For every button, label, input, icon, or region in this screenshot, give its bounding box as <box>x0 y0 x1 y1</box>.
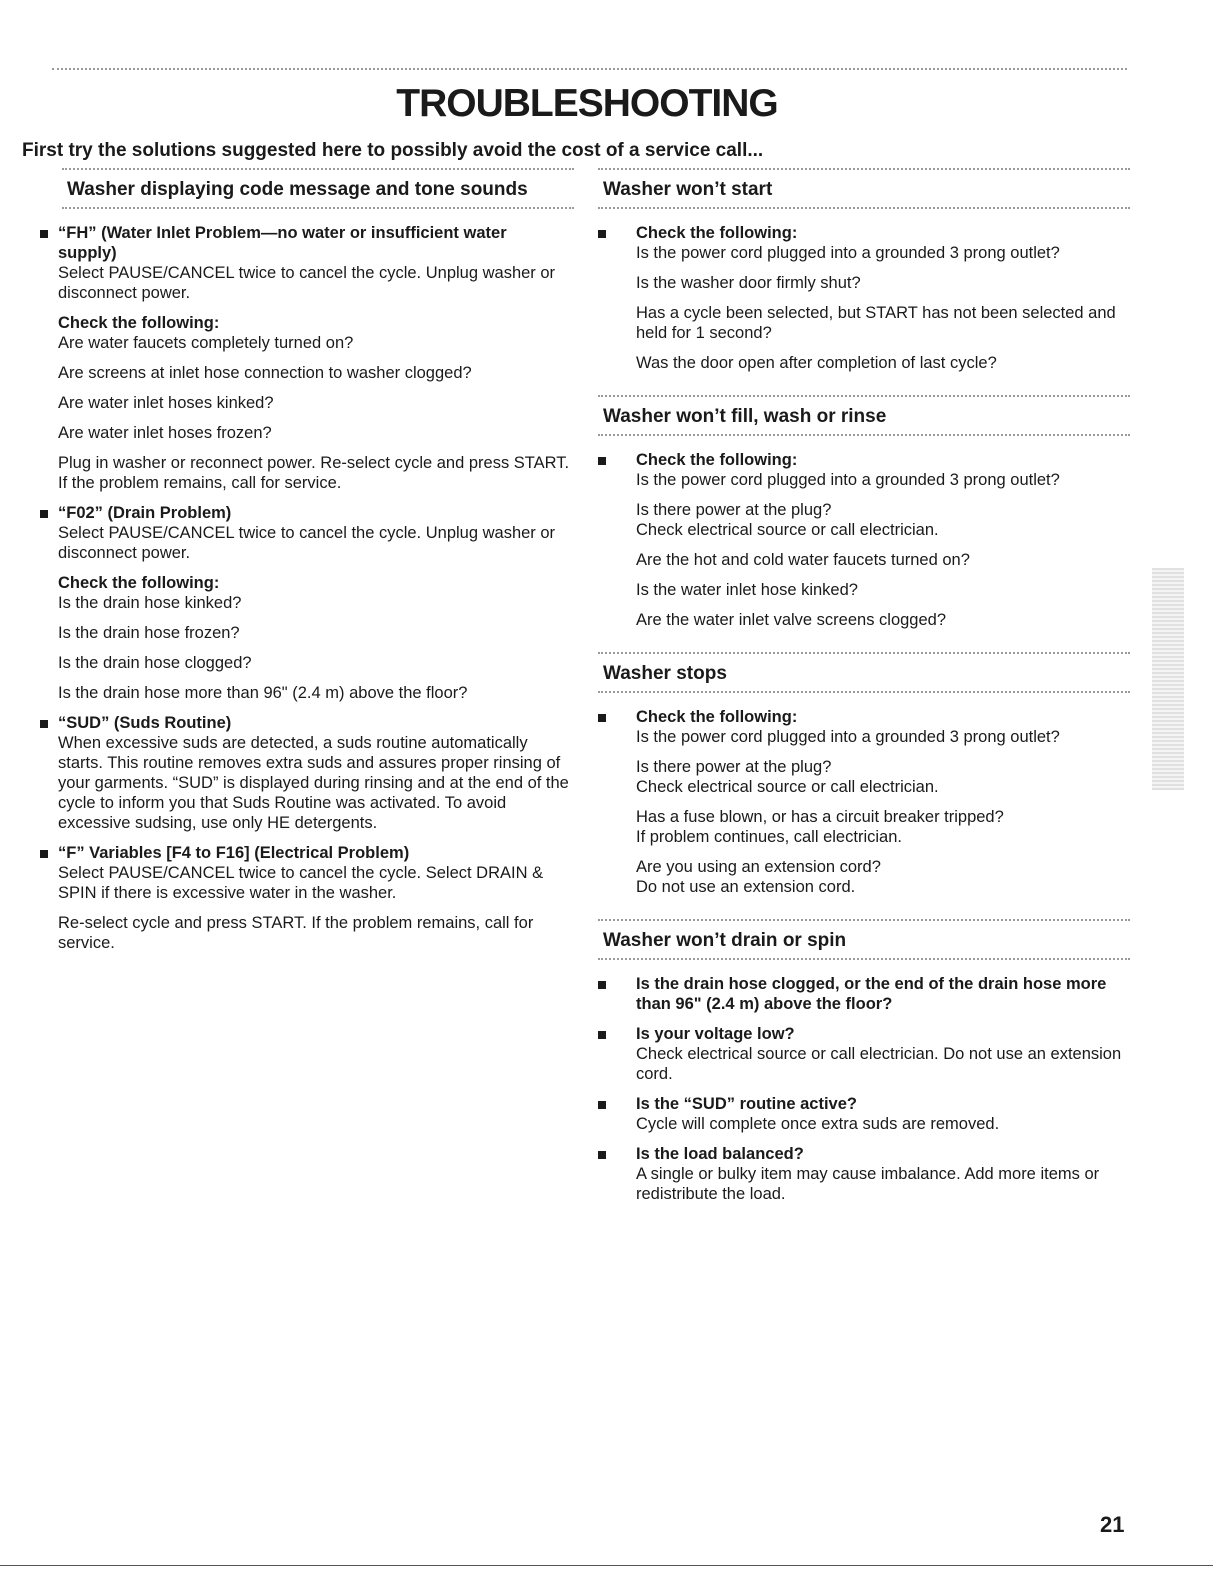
list-item <box>598 1144 1130 1204</box>
check-line: Is the power cord plugged into a grounded 3 prong outlet? <box>636 471 1060 489</box>
section-wont-drain <box>598 919 1130 1204</box>
bullet-icon <box>598 1151 606 1159</box>
item-description: Cycle will complete once extra suds are removed. <box>636 1115 1000 1133</box>
list-item-f02 <box>40 503 574 703</box>
section-wont-start <box>598 168 1130 373</box>
check-line: Are the hot and cold water faucets turned on? <box>636 551 970 569</box>
item-title: “FH” (Water Inlet Problem—no water or insufficient water <box>58 224 507 242</box>
section-heading: Washer won’t drain or spin <box>598 919 1130 960</box>
section-washer-stops <box>598 652 1130 897</box>
check-line: Has a fuse blown, or has a circuit breaker tripped? <box>636 808 1004 826</box>
check-heading: Check the following: <box>636 451 798 469</box>
list-item <box>598 1094 1130 1134</box>
check-heading: Check the following: <box>636 224 798 242</box>
list-item <box>598 1024 1130 1084</box>
item-description: Check electrical source or call electrician. Do not use an extension cord. <box>636 1045 1122 1083</box>
item-title: Is the load balanced? <box>636 1145 804 1163</box>
left-column <box>58 168 574 975</box>
section-heading: Washer displaying code message and tone sounds <box>62 168 574 209</box>
section-wont-fill <box>598 395 1130 630</box>
check-line: Are screens at inlet hose connection to washer clogged? <box>58 364 472 382</box>
page-subtitle: First try the solutions suggested here to possibly avoid the cost of a service call... <box>22 140 764 161</box>
list-item <box>598 450 1130 630</box>
section-heading: Washer won’t fill, wash or rinse <box>598 395 1130 436</box>
check-line: Are the water inlet valve screens clogged? <box>636 611 947 629</box>
bullet-icon <box>40 850 48 858</box>
language-side-tab <box>1152 568 1184 790</box>
list-item-fh <box>40 223 574 493</box>
list-item <box>598 707 1130 897</box>
check-line: Is the power cord plugged into a grounded 3 prong outlet? <box>636 244 1060 262</box>
bullet-icon <box>598 230 606 238</box>
item-title: Is your voltage low? <box>636 1025 795 1043</box>
item-title: “SUD” (Suds Routine) <box>58 714 232 732</box>
bullet-icon <box>598 457 606 465</box>
check-line: Is the washer door firmly shut? <box>636 274 861 292</box>
bullet-icon <box>40 720 48 728</box>
check-line: Are you using an extension cord? <box>636 858 881 876</box>
check-line: Are water inlet hoses frozen? <box>58 424 272 442</box>
bullet-icon <box>598 714 606 722</box>
item-conclusion: Re-select cycle and press START. If the problem remains, call for service. <box>58 914 534 952</box>
bullet-icon <box>598 981 606 989</box>
item-title: “F” Variables [F4 to F16] (Electrical Problem) <box>58 844 410 862</box>
item-description: When excessive suds are detected, a suds routine automatically starts. This routine removes extra suds and assures proper rinsing of your garments. “SUD” is displayed during rinsing and at the end of the cycle to inform you that Suds Routine was activated. To avoid excessive sudsing, use only HE detergents. <box>58 734 569 832</box>
check-heading: Check the following: <box>636 708 798 726</box>
check-heading: Check the following: <box>58 574 220 592</box>
item-title: Is the drain hose clogged, or the end of the drain hose more than 96" (2.4 m) above the floor? <box>636 975 1107 1013</box>
item-title: “F02” (Drain Problem) <box>58 504 232 522</box>
bullet-icon <box>598 1031 606 1039</box>
check-line: Is there power at the plug? <box>636 758 832 776</box>
check-line: Is the drain hose kinked? <box>58 594 242 612</box>
check-heading: Check the following: <box>58 314 220 332</box>
check-line: Check electrical source or call electrician. <box>636 521 939 539</box>
list-item-f-variables <box>40 843 574 953</box>
section-heading: Washer won’t start <box>598 168 1130 209</box>
item-conclusion: Plug in washer or reconnect power. Re-select cycle and press START. If the problem remains, call for service. <box>58 454 570 492</box>
list-item-sud <box>40 713 574 833</box>
check-line: Is the drain hose frozen? <box>58 624 240 642</box>
item-description: Select PAUSE/CANCEL twice to cancel the cycle. Unplug washer or disconnect power. <box>58 264 556 302</box>
check-line: Is the drain hose clogged? <box>58 654 252 672</box>
item-title-cont: supply) <box>58 244 117 262</box>
top-rule <box>52 68 1127 70</box>
right-column <box>598 168 1130 1226</box>
check-line: If problem continues, call electrician. <box>636 828 902 846</box>
page-number: 21 <box>1100 1512 1125 1537</box>
check-line: Check electrical source or call electrician. <box>636 778 939 796</box>
bullet-icon <box>40 230 48 238</box>
section-heading: Washer stops <box>598 652 1130 693</box>
bullet-icon <box>40 510 48 518</box>
list-item <box>598 223 1130 373</box>
item-description: A single or bulky item may cause imbalance. Add more items or redistribute the load. <box>636 1165 1100 1203</box>
bottom-rule <box>0 1565 1213 1566</box>
check-line: Is there power at the plug? <box>636 501 832 519</box>
check-line: Was the door open after completion of last cycle? <box>636 354 997 372</box>
list-item <box>598 974 1130 1014</box>
check-line: Are water inlet hoses kinked? <box>58 394 274 412</box>
item-description: Select PAUSE/CANCEL twice to cancel the cycle. Select DRAIN & SPIN if there is excessive water in the washer. <box>58 864 544 902</box>
check-line: Is the water inlet hose kinked? <box>636 581 858 599</box>
bullet-icon <box>598 1101 606 1109</box>
check-line: Is the drain hose more than 96" (2.4 m) above the floor? <box>58 684 468 702</box>
page-title: TROUBLESHOOTING <box>396 82 778 125</box>
item-title: Is the “SUD” routine active? <box>636 1095 857 1113</box>
item-description: Select PAUSE/CANCEL twice to cancel the cycle. Unplug washer or disconnect power. <box>58 524 556 562</box>
check-line: Has a cycle been selected, but START has not been selected and held for 1 second? <box>636 304 1116 342</box>
section-code-messages <box>58 168 574 953</box>
check-line: Is the power cord plugged into a grounded 3 prong outlet? <box>636 728 1060 746</box>
check-line: Are water faucets completely turned on? <box>58 334 354 352</box>
check-line: Do not use an extension cord. <box>636 878 856 896</box>
